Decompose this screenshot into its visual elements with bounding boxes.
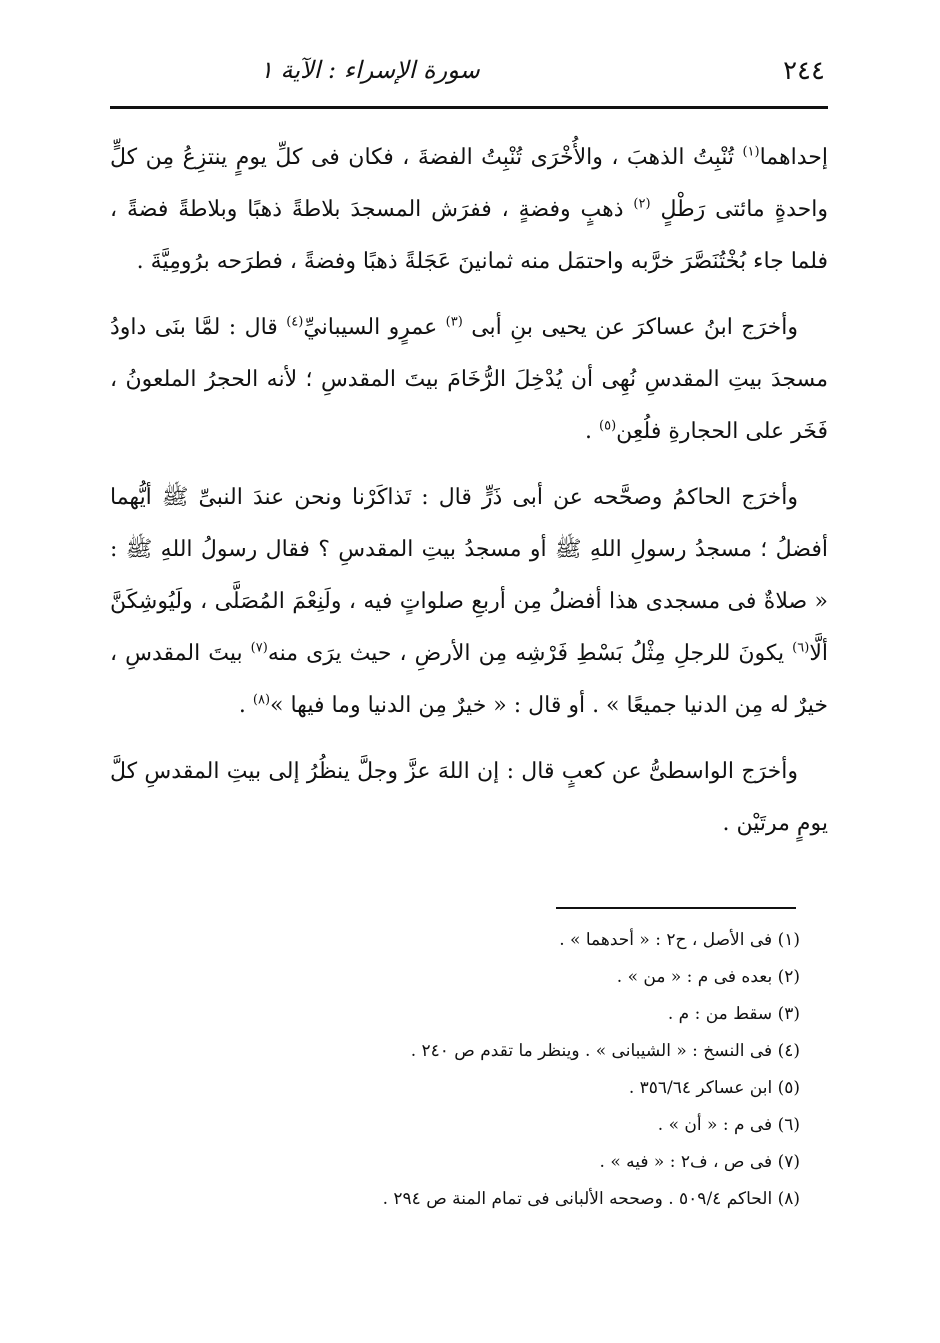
- footnote-ref[interactable]: (٢): [633, 196, 651, 212]
- text-segment: عمرٍو السيبانيِّ: [303, 315, 438, 340]
- header-divider: [110, 106, 828, 109]
- paragraph-4: [110, 746, 828, 850]
- footnote-2: (٢) بعده فى م : « من » .: [616, 967, 800, 987]
- text-segment: بيتَ المقدسِ ، خيرٌ له مِن الدنيا جميعًا » . أو قال : « خيرٌ مِن الدنيا وما فيها »: [110, 641, 828, 718]
- footnote-6: (٦) فى م : « أن » .: [657, 1115, 800, 1135]
- footnote-3: (٣) سقط من : م .: [667, 1004, 800, 1024]
- footnotes: [110, 922, 800, 1218]
- footnote-ref[interactable]: (٦): [792, 640, 810, 656]
- main-text: [110, 132, 828, 850]
- paragraph-2: [110, 302, 828, 458]
- text-segment: .: [238, 693, 246, 718]
- page-header: [110, 50, 825, 96]
- footnote-1: (١) فى الأصل ، ح٢ : « أحدهما » .: [559, 930, 800, 950]
- text-segment: وأخرَج ابنُ عساكرَ عن يحيى بنِ أبى: [471, 315, 798, 340]
- footnote-5: (٥) ابن عساكر ٣٥٦/٦٤ .: [628, 1078, 800, 1098]
- footnote-4: (٤) فى النسخ : « الشيبانى » . وينظر ما تقدم ص ٢٤٠ .: [410, 1041, 800, 1061]
- footnote-7: (٧) فى ص ، ف٢ : « فيه » .: [599, 1152, 800, 1172]
- paragraph-1: [110, 132, 828, 288]
- footnote-ref[interactable]: (٧): [250, 640, 268, 656]
- footnote-ref[interactable]: (٨): [252, 692, 271, 708]
- footnote-ref[interactable]: (١): [742, 144, 760, 160]
- footnote-ref[interactable]: (٤): [286, 314, 304, 330]
- paragraph-3: [110, 472, 828, 732]
- page-number: ٢٤٤: [783, 56, 825, 86]
- footnote-8: (٨) الحاكم ٥٠٩/٤ . وصححه الألبانى فى تمام المنة ص ٢٩٤ .: [382, 1189, 800, 1209]
- text-segment: إحداهما: [759, 145, 828, 170]
- text-segment: قال : لمَّا بنَى داودُ مسجدَ بيتِ المقدسِ نُهِى أن يُدْخِلَ الرُّخَامَ بيتَ المقدسِ ؛ لأنه الحجرُ الملعونُ ، فَخَر على الحجارةِ فلُعِن: [110, 315, 828, 444]
- footnote-ref[interactable]: (٣): [445, 314, 463, 330]
- text-segment: وأخرَج الواسطىُّ عن كعبٍ قال : إن اللهَ عزَّ وجلَّ ينظُرُ إلى بيتِ المقدسِ كلَّ يومٍ مرتَيْن .: [110, 759, 828, 836]
- text-segment: يكونَ للرجلِ مِثْلُ بَسْطِ فَرْشِه مِن الأرضِ ، حيث يرَى منه: [267, 641, 785, 666]
- text-segment: تُنْبِتُ الذهبَ ، والأُخْرَى تُنْبِتُ الفضةَ ، فكان فى كلِّ يومٍ ينتزِعُ مِن كلٍّ واحدةٍ مائتى رَطْلٍ: [110, 145, 828, 222]
- running-title: سورة الإسراء : الآية ١: [260, 56, 480, 84]
- text-segment: وأخرَج الحاكمُ وصحَّحه عن أبى ذَرٍّ قال : تَذاكَرْنا ونحن عندَ النبىِّ ﷺ أيُّهما أفضلُ ؛ مسجدُ رسولِ اللهِ ﷺ أو مسجدُ بيتِ المقدسِ ؟ فقال رسولُ اللهِ ﷺ : « صلاةٌ فى مسجدى هذا أفضلُ مِن أربعِ صلواتٍ فيه ، ولَنِعْمَ المُصَلَّى ، ولَيُوشِكَنَّ ألَّا: [110, 485, 828, 666]
- footnote-divider: [556, 907, 796, 909]
- footnote-ref[interactable]: (٥): [599, 418, 617, 434]
- text-segment: ذهبٍ وفضةٍ ، ففرَش المسجدَ بلاطةً ذهبًا وبلاطةً فضةً ، فلما جاء بُخْتُنَصَّرَ خرَّبه واحتمَل منه ثمانينَ عَجَلةً ذهبًا وفضةً ، فطرَحه برُومِيَّةَ .: [110, 197, 828, 274]
- text-segment: .: [585, 419, 593, 444]
